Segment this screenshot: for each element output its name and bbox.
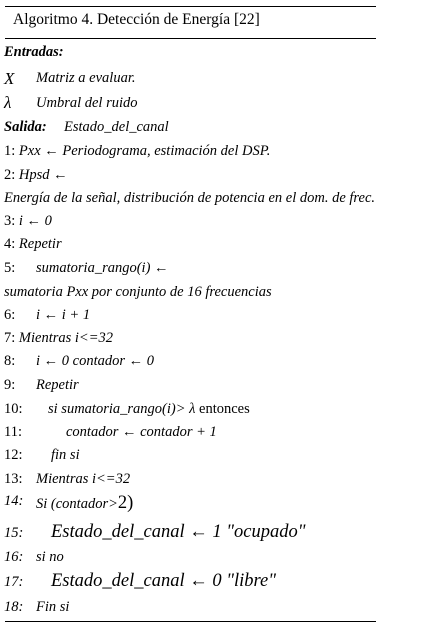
output-value: Estado_del_canal xyxy=(64,119,169,135)
line-18 xyxy=(4,599,70,615)
line-17-text: Estado_del_canal ← 0 "libre" xyxy=(51,571,277,591)
inputs-header: Entradas: xyxy=(4,44,64,60)
line-9 xyxy=(4,377,79,393)
line-16-text: si no xyxy=(36,549,64,565)
input-x-row xyxy=(4,69,136,88)
line-1 xyxy=(4,144,270,159)
line-11-number: 11: xyxy=(4,424,22,440)
line-6 xyxy=(4,307,91,323)
line-13-text: Mientras i<=32 xyxy=(36,471,131,487)
line-15 xyxy=(4,522,306,542)
line-14-value: 2) xyxy=(117,493,134,513)
line-14-content xyxy=(36,494,133,513)
line-8-number: 8: xyxy=(4,353,16,369)
input-x-desc: Matriz a evaluar. xyxy=(36,70,136,86)
line-11 xyxy=(4,424,217,440)
input-lambda-desc: Umbral del ruido xyxy=(36,95,138,111)
line-13 xyxy=(4,471,131,487)
line-15-text: Estado_del_canal ← 1 "ocupado" xyxy=(51,522,306,542)
line-6-text: i ← i + 1 xyxy=(36,307,91,323)
line-11-text: contador ← contador + 1 xyxy=(66,424,217,440)
bottom-rule xyxy=(5,621,376,622)
line-18-text: Fin si xyxy=(36,599,70,615)
line-16-number: 16: xyxy=(4,549,24,565)
line-5-number: 5: xyxy=(4,260,16,276)
line-8-text: i ← 0 contador ← 0 xyxy=(36,353,155,369)
line-5-text: sumatoria_rango(i) ← xyxy=(36,260,169,276)
line-4-text: Repetir xyxy=(18,236,62,252)
line-1-text: Pxx ← Periodograma, estimación del DSP. xyxy=(18,143,271,159)
title-rule xyxy=(5,38,376,39)
line-1-number: 1: xyxy=(4,143,16,159)
line-10-content xyxy=(48,402,250,417)
line-2-continuation: Energía de la señal, distribución de potencia en el dom. de frec. xyxy=(4,190,376,206)
line-5 xyxy=(4,260,169,276)
line-14 xyxy=(4,493,134,513)
input-x-symbol: X xyxy=(4,69,15,88)
line-2-number: 2: xyxy=(4,167,16,183)
line-10-condition: si sumatoria_rango(i)> λ xyxy=(48,401,196,417)
line-15-number: 15: xyxy=(4,525,24,541)
line-6-number: 6: xyxy=(4,307,16,323)
line-2-text: Hpsd ← xyxy=(18,167,68,183)
line-12 xyxy=(4,447,80,463)
line-12-text: fin si xyxy=(51,447,80,463)
output-row xyxy=(4,119,169,135)
line-12-number: 12: xyxy=(4,447,23,463)
line-5-continuation: sumatoria Pxx por conjunto de 16 frecuencias xyxy=(4,284,272,300)
line-14-condition: Si (contador> xyxy=(36,496,118,512)
line-3-number: 3: xyxy=(4,213,16,229)
line-14-number: 14: xyxy=(4,493,24,509)
line-17 xyxy=(4,571,277,591)
line-4 xyxy=(4,237,62,252)
line-9-text: Repetir xyxy=(36,377,79,393)
line-13-number: 13: xyxy=(4,471,23,487)
line-10 xyxy=(4,401,250,417)
line-17-number: 17: xyxy=(4,574,24,590)
line-16 xyxy=(4,549,64,565)
output-label: Salida: xyxy=(4,119,47,135)
input-lambda-symbol: λ xyxy=(4,93,12,112)
line-2 xyxy=(4,168,68,183)
line-7-number: 7: xyxy=(4,330,16,346)
line-3 xyxy=(4,214,52,229)
line-10-keyword: entonces xyxy=(195,401,250,417)
line-4-number: 4: xyxy=(4,236,16,252)
line-10-number: 10: xyxy=(4,401,23,417)
input-lambda-row xyxy=(4,93,138,112)
line-9-number: 9: xyxy=(4,377,16,393)
top-rule xyxy=(5,6,376,7)
line-18-number: 18: xyxy=(4,599,24,615)
algorithm-title: Algoritmo 4. Detección de Energía [22] xyxy=(13,11,260,28)
line-8 xyxy=(4,353,155,369)
line-3-text: i ← 0 xyxy=(18,213,52,229)
line-7 xyxy=(4,331,113,346)
line-7-text: Mientras i<=32 xyxy=(18,330,113,346)
